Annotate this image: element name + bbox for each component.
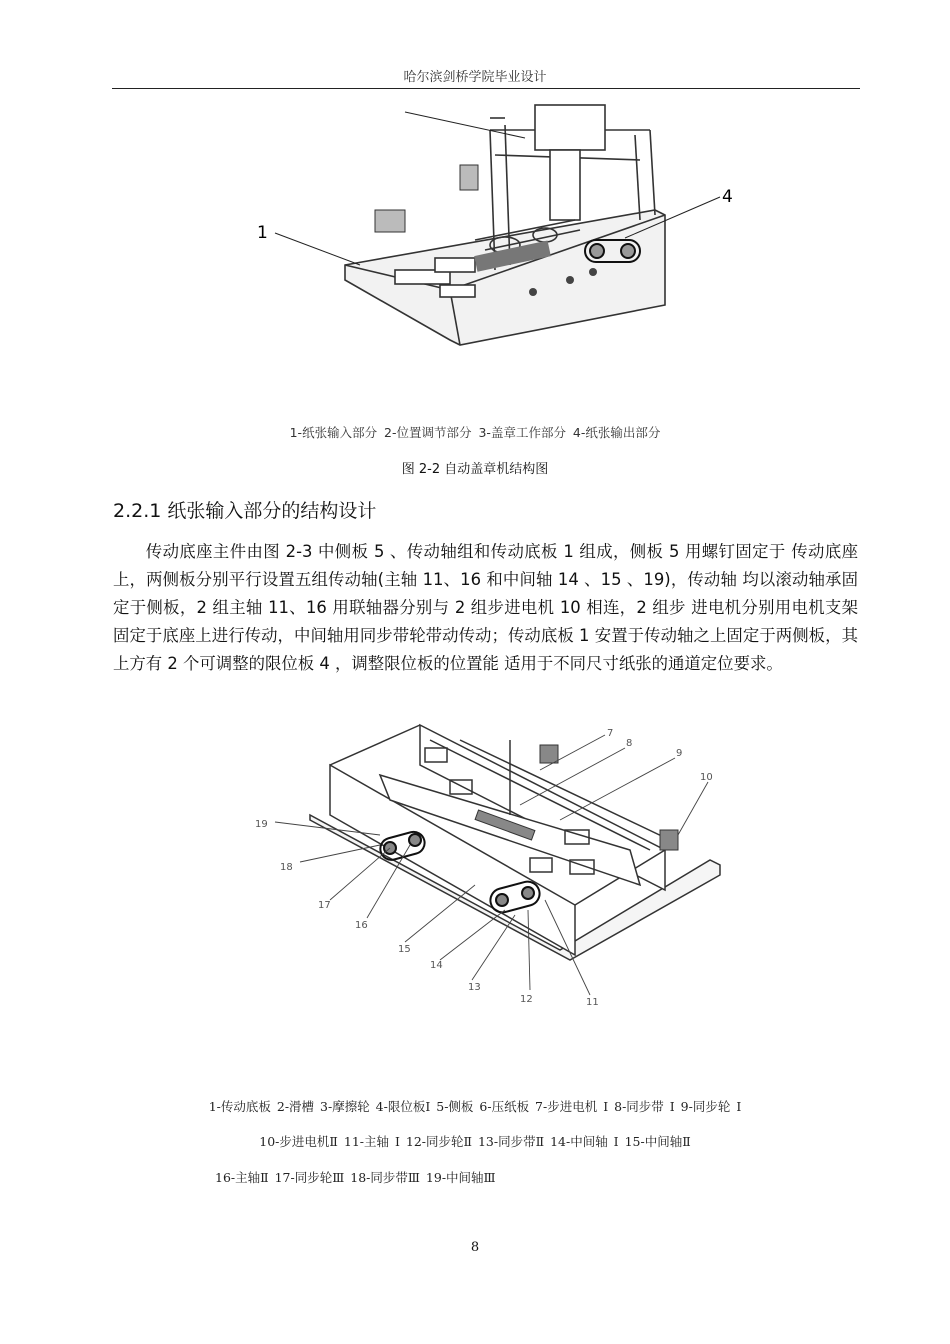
body-paragraph-block (113, 538, 858, 678)
callout-1: 1 (257, 223, 268, 243)
callout-12: 12 (520, 994, 533, 1005)
callout-10: 10 (700, 772, 713, 783)
callout-15: 15 (398, 944, 411, 955)
machine-structure-drawing (195, 100, 755, 355)
page-header: 哈尔滨剑桥学院毕业设计 (403, 70, 547, 85)
callout-11: 11 (586, 997, 599, 1008)
callout-16: 16 (355, 920, 368, 931)
figure2-legend-line-2: 10-步进电机Ⅱ 11-主轴 Ⅰ 12-同步轮Ⅱ 13-同步带Ⅱ 14-中间轴 Ⅰ 15-中间轴Ⅱ (259, 1134, 691, 1149)
callout-17: 17 (318, 900, 331, 911)
figure1-caption: 图 2-2 自动盖章机结构图 (401, 462, 549, 477)
section-heading: 2.2.1 纸张输入部分的结构设计 (113, 500, 377, 522)
callout-19: 19 (255, 819, 268, 830)
body-paragraph: 传动底座主件由图 2-3 中侧板 5 、传动轴组和传动底板 1 组成，侧板 5 用螺钉固定于 传动底座上，两侧板分别平行设置五组传动轴(主轴 11、16 和中间轴 14 、15 、19)，传动轴 均以滚动轴承固定于侧板，2 组主轴 11、16 用联轴器分别与 2 组步进电机 10 相连，2 组步 进电机分别用电机支架固定于底座上进行传动，中间轴用同步带轮带动传动；传动底板 1 安置于传动轴之上固定于两侧板，其上方有 2 个可调整的限位板 4 ，调整限位板的位置能 适用于不同尺寸纸张的通道定位要求。 (113, 542, 858, 673)
figure2-legend-line-3: 16-主轴Ⅱ 17-同步轮Ⅲ 18-同步带Ⅲ 19-中间轴Ⅲ (215, 1170, 496, 1185)
callout-13: 13 (468, 982, 481, 993)
header-divider (112, 88, 860, 89)
callout-8: 8 (626, 738, 633, 749)
page-number: 8 (470, 1240, 480, 1255)
callout-7: 7 (607, 728, 614, 739)
callout-9: 9 (676, 748, 683, 759)
callout-14: 14 (430, 960, 443, 971)
paper-input-drawing (230, 710, 760, 1010)
figure2-legend-line-1: 1-传动底板 2-滑槽 3-摩擦轮 4-限位板Ⅰ 5-侧板 6-压纸板 7-步进电机 Ⅰ 8-同步带 Ⅰ 9-同步轮 Ⅰ (208, 1099, 742, 1114)
callout-18: 18 (280, 862, 293, 873)
figure1-legend: 1-纸张输入部分 2-位置调节部分 3-盖章工作部分 4-纸张输出部分 (289, 425, 661, 440)
callout-4: 4 (722, 187, 733, 207)
